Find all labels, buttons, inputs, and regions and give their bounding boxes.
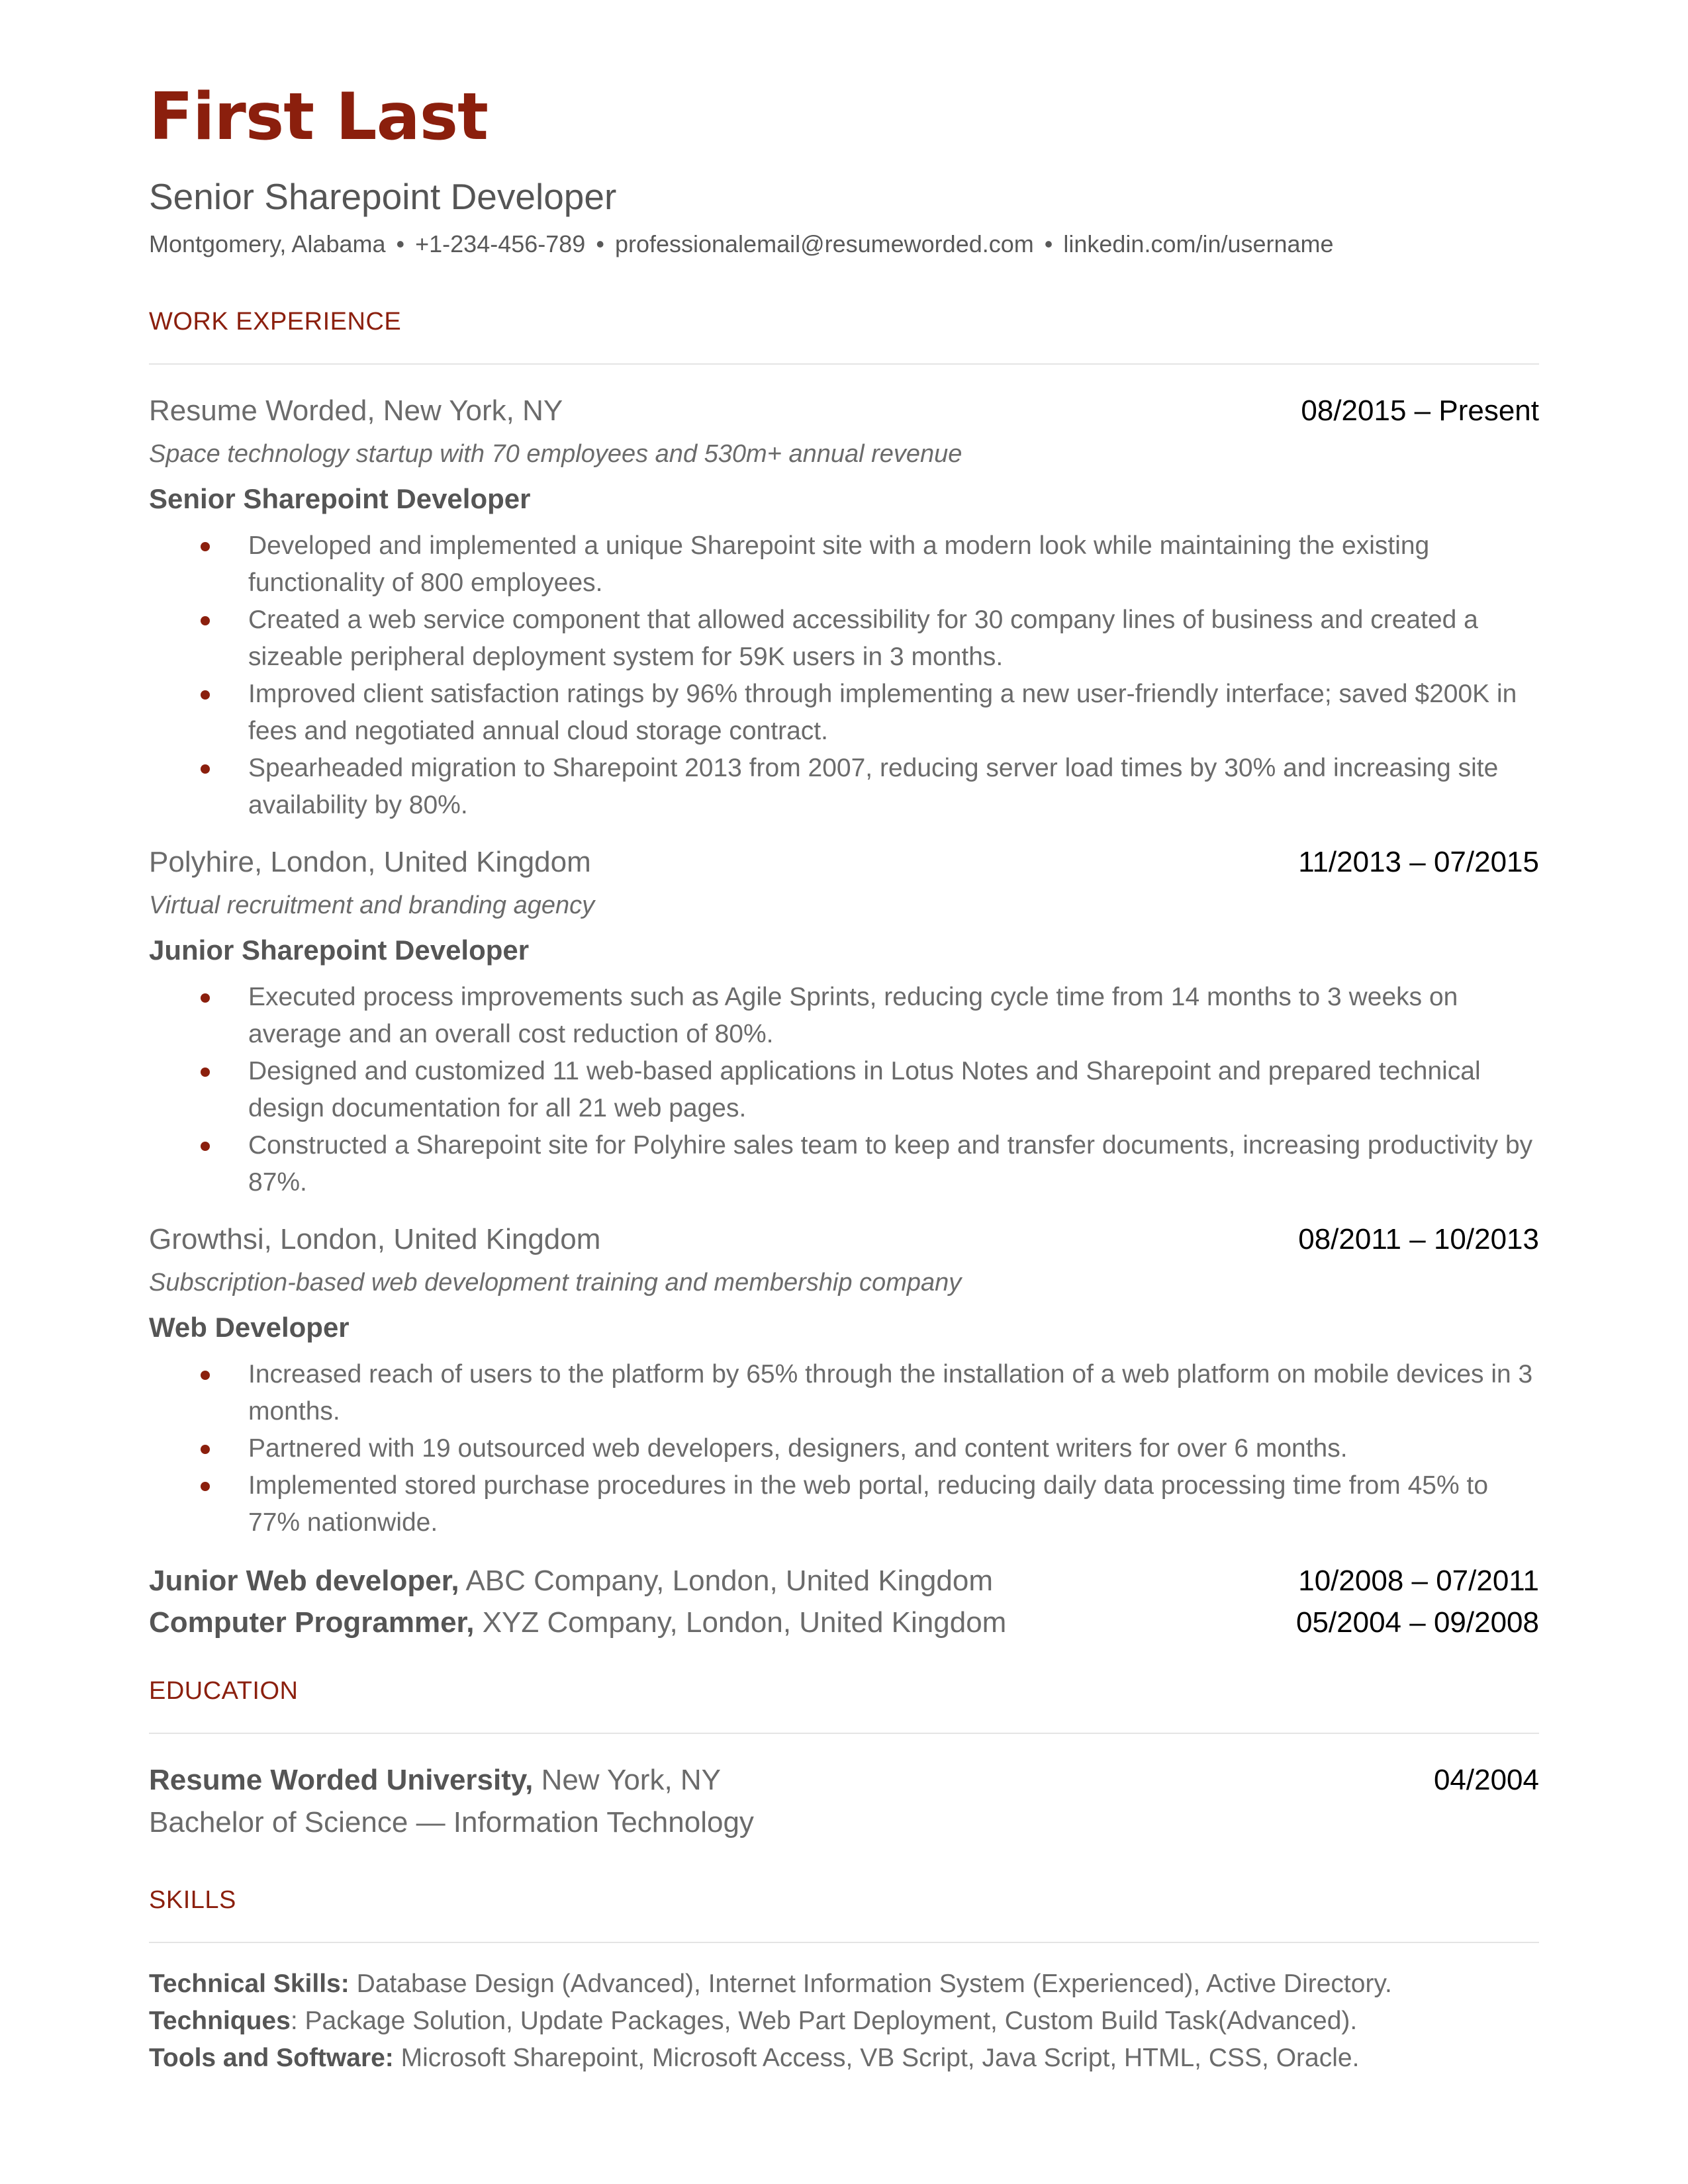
job-bullets <box>149 527 1539 824</box>
company-description: Virtual recruitment and branding agency <box>149 891 595 919</box>
skill-line <box>149 2003 1539 2040</box>
bullet-item <box>149 979 1539 1053</box>
education-heading: EDUCATION <box>149 1677 299 1705</box>
contact-line <box>149 232 1539 256</box>
bullet-text: Created a web service component that allowed accessibility for 30 company lines of business and created a sizeable peripheral deployment system for 59K users in 3 months. <box>248 606 1478 671</box>
bullet-item <box>149 676 1539 750</box>
skill-label: Tools and Software: <box>149 2044 394 2072</box>
section-divider <box>149 363 1539 365</box>
earlier-role-row <box>149 1567 1539 1596</box>
earlier-role-title: Junior Web developer, <box>149 1565 459 1597</box>
earlier-role-row <box>149 1608 1539 1637</box>
section-divider <box>149 1942 1539 1943</box>
education-date: 04/2004 <box>1433 1764 1539 1796</box>
bullet-item <box>149 602 1539 676</box>
earlier-roles <box>149 1567 1539 1637</box>
resume-content <box>149 79 1539 2077</box>
bullet-dot-icon <box>201 1371 210 1380</box>
bullet-dot-icon <box>201 1482 210 1491</box>
bullet-item <box>149 1356 1539 1430</box>
bullet-dot-icon <box>201 764 210 774</box>
bullet-dot-icon <box>201 1068 210 1077</box>
bullet-item <box>149 1053 1539 1127</box>
bullet-text: Constructed a Sharepoint site for Polyhire sales team to keep and transfer documents, increasing productivity by 87%. <box>248 1131 1533 1197</box>
job-dates: 11/2013 – 07/2015 <box>1298 846 1539 878</box>
job-header <box>149 396 1539 426</box>
earlier-role-place: XYZ Company, London, United Kingdom <box>482 1606 1007 1639</box>
bullet-item <box>149 1467 1539 1541</box>
skill-label: Techniques <box>149 2007 291 2035</box>
bullet-item <box>149 1430 1539 1467</box>
company-description: Space technology startup with 70 employees and 530m+ annual revenue <box>149 440 962 468</box>
bullet-item <box>149 750 1539 824</box>
contact-separator: • <box>396 230 405 257</box>
job-dates: 08/2015 – Present <box>1301 394 1539 427</box>
bullet-dot-icon <box>201 690 210 700</box>
earlier-role-place: ABC Company, London, United Kingdom <box>465 1565 993 1597</box>
bullet-text: Partnered with 19 outsourced web developers, designers, and content writers for over 6 months. <box>248 1434 1348 1463</box>
bullet-text: Spearheaded migration to Sharepoint 2013 from 2007, reducing server load times by 30% and increasing site availability by 80%. <box>248 754 1499 819</box>
earlier-role-text <box>149 1608 1006 1637</box>
skill-label: Technical Skills: <box>149 1970 350 1998</box>
earlier-role-dates: 10/2008 – 07/2011 <box>1298 1565 1539 1597</box>
education-school: Resume Worded University, <box>149 1764 534 1796</box>
contact-location: Montgomery, Alabama <box>149 230 386 257</box>
contact-separator: • <box>1044 230 1053 257</box>
job-entry <box>149 848 1539 1201</box>
skills-heading: SKILLS <box>149 1886 236 1914</box>
skills-section <box>149 1888 1539 2077</box>
bullet-text: Executed process improvements such as Agile Sprints, reducing cycle time from 14 months to 3 weeks on average and an overall cost reduction of 80%. <box>248 983 1458 1048</box>
job-title: Senior Sharepoint Developer <box>149 483 531 514</box>
job-bullets <box>149 979 1539 1201</box>
skill-line <box>149 1966 1539 2003</box>
skill-text: Database Design (Advanced), Internet Information System (Experienced), Active Directory. <box>356 1970 1392 1998</box>
job-title: Junior Sharepoint Developer <box>149 934 530 966</box>
bullet-text: Increased reach of users to the platform by 65% through the installation of a web platform on mobile devices in 3 months. <box>248 1360 1533 1426</box>
skill-line <box>149 2040 1539 2077</box>
bullet-dot-icon <box>201 1445 210 1454</box>
contact-email: professionalemail@resumeworded.com <box>614 230 1034 257</box>
education-section <box>149 1678 1539 1837</box>
skills-list <box>149 1966 1539 2077</box>
contact-separator: • <box>596 230 604 257</box>
bullet-text: Implemented stored purchase procedures in the web portal, reducing daily data processing time from 45% to 77% nationwide. <box>248 1471 1489 1537</box>
bullet-text: Developed and implemented a unique Sharepoint site with a modern look while maintaining the existing functionality of 800 employees. <box>248 531 1430 597</box>
bullet-dot-icon <box>201 616 210 625</box>
contact-linkedin: linkedin.com/in/username <box>1063 230 1334 257</box>
skill-text: Microsoft Sharepoint, Microsoft Access, VB Script, Java Script, HTML, CSS, Oracle. <box>400 2044 1360 2072</box>
candidate-role: Senior Sharepoint Developer <box>149 176 617 217</box>
education-degree: Bachelor of Science — Information Technology <box>149 1806 754 1839</box>
earlier-role-title: Computer Programmer, <box>149 1606 475 1639</box>
earlier-role-dates: 05/2004 – 09/2008 <box>1295 1606 1539 1639</box>
bullet-dot-icon <box>201 1142 210 1151</box>
job-company: Resume Worded, New York, NY <box>149 394 563 427</box>
section-divider <box>149 1733 1539 1734</box>
work-experience-section <box>149 309 1539 1637</box>
candidate-name: First Last <box>149 79 488 155</box>
job-entry <box>149 396 1539 824</box>
job-bullets <box>149 1356 1539 1541</box>
bullet-dot-icon <box>201 993 210 1003</box>
skill-text: : Package Solution, Update Packages, Web Part Deployment, Custom Build Task(Advanced). <box>290 2007 1358 2035</box>
contact-phone: +1-234-456-789 <box>415 230 586 257</box>
job-company: Growthsi, London, United Kingdom <box>149 1223 601 1255</box>
job-entry <box>149 1225 1539 1541</box>
job-company: Polyhire, London, United Kingdom <box>149 846 591 878</box>
bullet-text: Designed and customized 11 web-based applications in Lotus Notes and Sharepoint and prepared technical design documentation for all 21 web pages. <box>248 1057 1481 1122</box>
job-title: Web Developer <box>149 1312 350 1343</box>
company-description: Subscription-based web development training and membership company <box>149 1269 962 1297</box>
work-experience-heading: WORK EXPERIENCE <box>149 308 402 336</box>
education-row <box>149 1766 1539 1795</box>
bullet-item <box>149 527 1539 602</box>
earlier-role-text <box>149 1567 993 1596</box>
job-header <box>149 1225 1539 1254</box>
job-dates: 08/2011 – 10/2013 <box>1298 1223 1539 1255</box>
job-header <box>149 848 1539 877</box>
bullet-item <box>149 1127 1539 1201</box>
bullet-text: Improved client satisfaction ratings by 96% through implementing a new user-friendly interface; saved $200K in fees and negotiated annual cloud storage contract. <box>248 680 1517 745</box>
education-location: New York, NY <box>541 1764 722 1796</box>
education-school-line <box>149 1766 721 1795</box>
bullet-dot-icon <box>201 542 210 551</box>
